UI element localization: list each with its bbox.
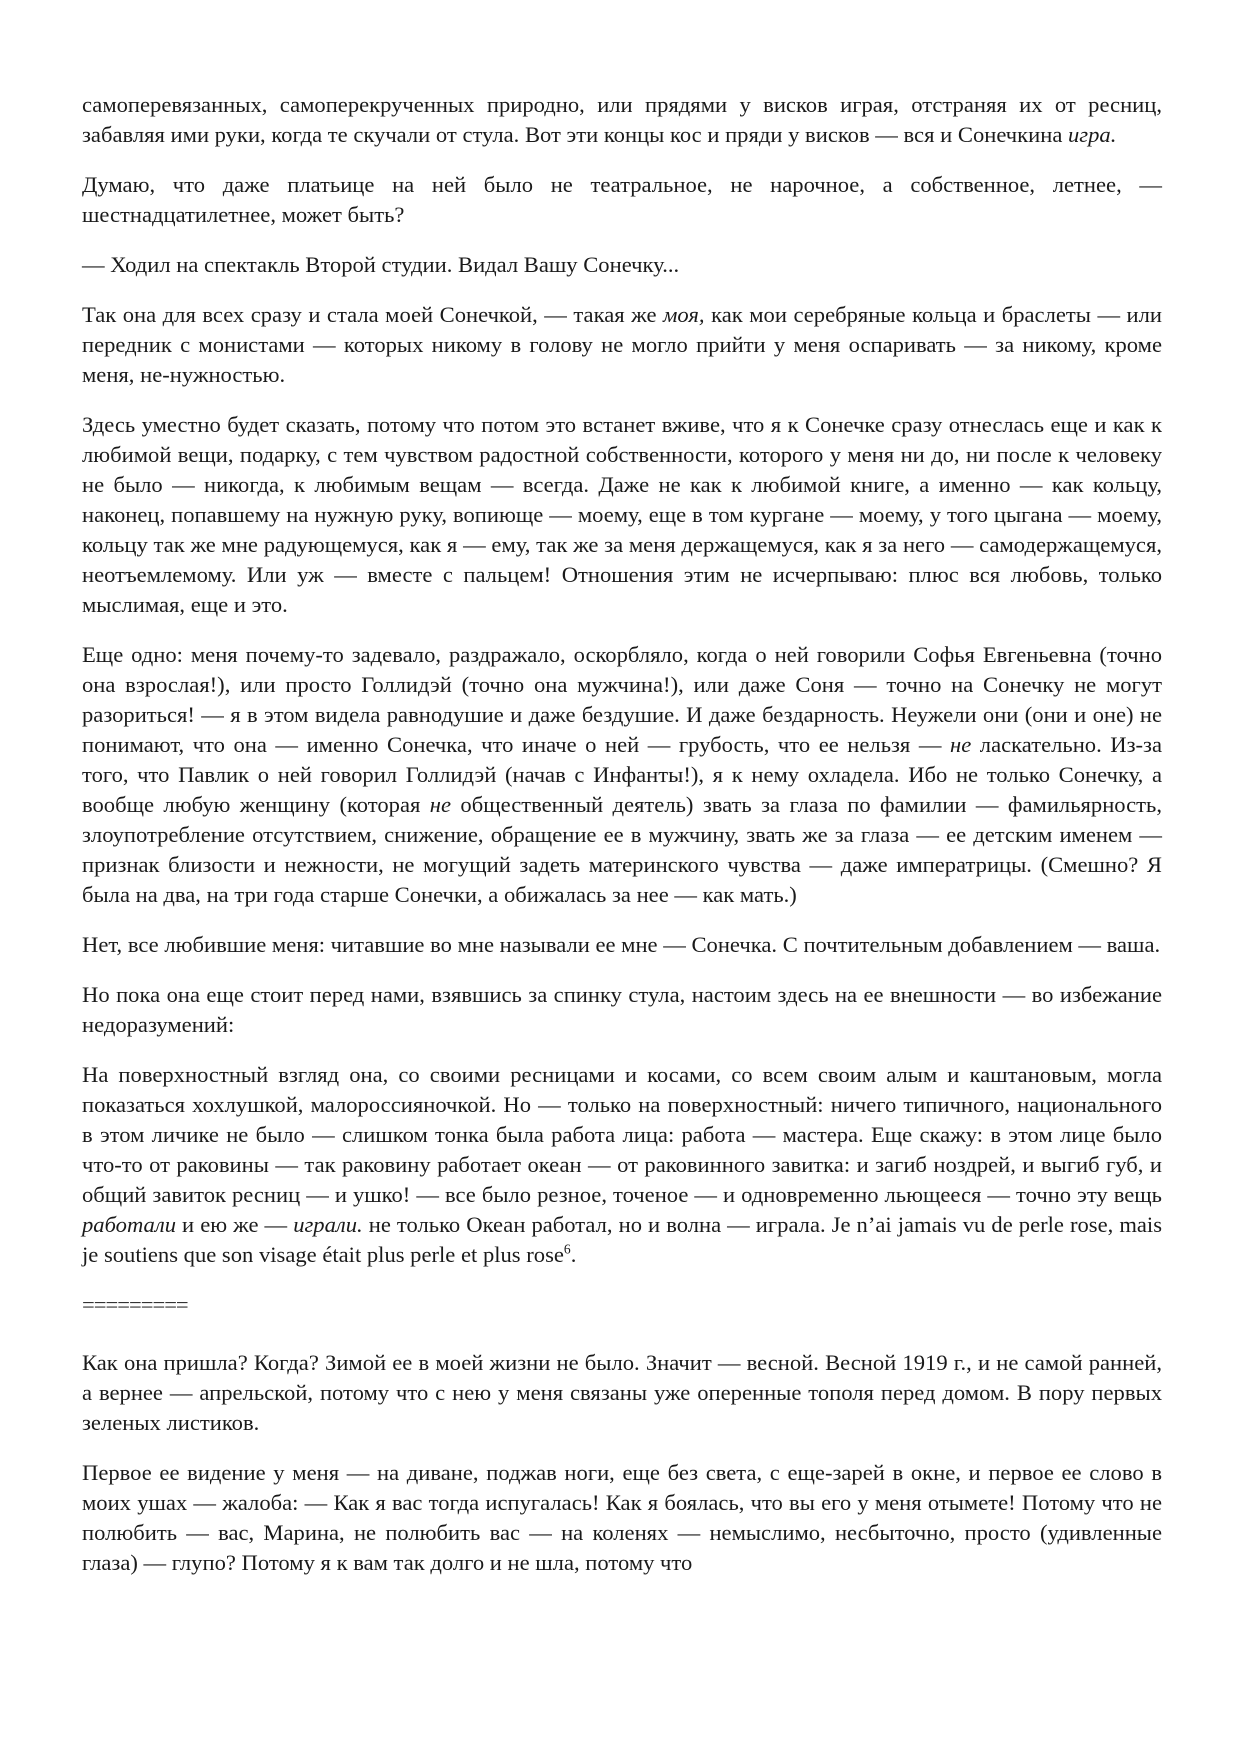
text-run: Так она для всех сразу и стала моей Сонечкой, — такая же <box>82 302 664 327</box>
paragraph <box>82 300 1162 390</box>
text-run: общественный деятель) звать за глаза по фамилии — фамильярность, злоупотребление отсутствием, снижение, обращение ее в мужчину, звать же за глаза — ее детским именем — признак близости и нежности, не могущий задеть материнского чувства — даже императрицы. (Смешно? Я была на два, на три года старше Сонечки, а обижалась за нее — как мать.) <box>82 792 1163 907</box>
paragraph <box>82 640 1162 910</box>
text-run: На поверхностный взгляд она, со своими ресницами и косами, со всем своим алым и каштановым, могла показаться хохлушкой, малороссияночкой. Но — только на поверхностный: ничего типичного, национального в этом личике не было — слишком тонка была работа лица: работа — мастера. Еще скажу: в этом лице было что-то от раковины — так раковину работает океан — от раковинного завитка: и загиб ноздрей, и выгиб губ, и общий завиток ресниц — и ушко! — все было резное, точеное — и одновременно льющееся — точно эту вещь <box>82 1062 1162 1207</box>
italic-text: играли. <box>293 1212 363 1237</box>
document-page <box>82 90 1162 1598</box>
paragraph <box>82 250 1162 280</box>
footnote-marker: 6 <box>563 1241 571 1257</box>
paragraph <box>82 1060 1162 1270</box>
text-run: и ею же — <box>176 1212 294 1237</box>
paragraph <box>82 410 1162 620</box>
text-run: Еще одно: меня почему-то задевало, раздражало, оскорбляло, когда о ней говорили Софья Евгеньевна (точно она взрослая!), или просто Голлидэй (точно она мужчина!), или даже Соня — точно на Сонечку не могут разориться! — я в этом видела равнодушие и даже бездушие. И даже бездарность. Неужели они (они и оне) не понимают, что она — именно Сонечка, что иначе о ней — грубость, что ее нельзя — <box>82 642 1162 757</box>
italic-text: моя, <box>663 302 705 327</box>
text-run: ========= <box>82 1292 188 1317</box>
text-run: Думаю, что даже платьице на ней было не театральное, не нарочное, а собственное, летнее, — шестнадцатилетнее, может быть? <box>82 172 1162 227</box>
paragraph <box>82 1458 1162 1578</box>
text-run: Здесь уместно будет сказать, потому что потом это встанет вживе, что я к Сонечке сразу отнеслась еще и как к любимой вещи, подарку, с тем чувством радостной собственности, которого у меня ни до, ни после к человеку не было — никогда, к любимым вещам — всегда. Даже не как к любимой книге, а именно — как кольцу, наконец, попавшему на нужную руку, вопиюще — моему, еще в том кургане — моему, у того цыгана — моему, кольцу так же мне радующемуся, как я — ему, так же за меня держащемуся, как я за него — самодержащемуся, неотъемлемому. Или уж — вместе с пальцем! Отношения этим не исчерпываю: плюс вся любовь, только мыслимая, еще и это. <box>82 412 1162 617</box>
text-run: Первое ее видение у меня — на диване, поджав ноги, еще без света, с еще-зарей в окне, и первое ее слово в моих ушах — жалоба: — Как я вас тогда испугалась! Как я боялась, что вы его у меня отымете! Потому что не полюбить — вас, Марина, не полюбить вас — на коленях — немыслимо, несбыточно, просто (удивленные глаза) — глупо? Потому я к вам так долго и не шла, потому что <box>82 1460 1162 1575</box>
text-run: ласкательно. Из-за того, что Павлик о ней говорил Голлидэй (начав с Инфанты!), я к нему охладела. Ибо не только Сонечку, а вообще любую женщину (которая <box>82 732 1162 817</box>
section-divider <box>82 1290 1162 1320</box>
text-run: — Ходил на спектакль Второй студии. Видал Вашу Сонечку... <box>82 252 680 277</box>
text-run: не только Океан работал, но и волна — играла. Je n’ai jamais vu de perle rose, mais je soutiens que son visage était plus perle et plus rose <box>82 1212 1162 1267</box>
text-run: Нет, все любившие меня: читавшие во мне называли ее мне — Сонечка. С почтительным добавлением — ваша. <box>82 932 1161 957</box>
text-run: как мои серебряные кольца и браслеты — или передник с монистами — которых никому в голову не могло прийти у меня оспаривать — за никому, кроме меня, не-нужностью. <box>82 302 1163 387</box>
italic-text: не <box>429 792 452 817</box>
italic-text: работали <box>82 1212 176 1237</box>
text-run: Как она пришла? Когда? Зимой ее в моей жизни не было. Значит — весной. Весной 1919 г., и не самой ранней, а вернее — апрельской, потому что с нею у меня связаны уже оперенные тополя перед домом. В пору первых зеленых листиков. <box>82 1350 1162 1435</box>
italic-text: не <box>950 732 972 757</box>
paragraph <box>82 1348 1162 1438</box>
paragraph <box>82 980 1162 1040</box>
italic-text: игра. <box>1068 122 1117 147</box>
text-run: самоперевязанных, самоперекрученных природно, или прядями у висков играя, отстраняя их от ресниц, забавляя ими руки, когда те скучали от стула. Вот эти концы кос и пряди у висков — вся и Сонечкина <box>82 92 1162 147</box>
paragraph <box>82 930 1162 960</box>
text-run: . <box>570 1242 577 1267</box>
text-run: Но пока она еще стоит перед нами, взявшись за спинку стула, настоим здесь на ее внешности — во избежание недоразумений: <box>82 982 1162 1037</box>
paragraph <box>82 90 1162 150</box>
paragraph <box>82 170 1162 230</box>
